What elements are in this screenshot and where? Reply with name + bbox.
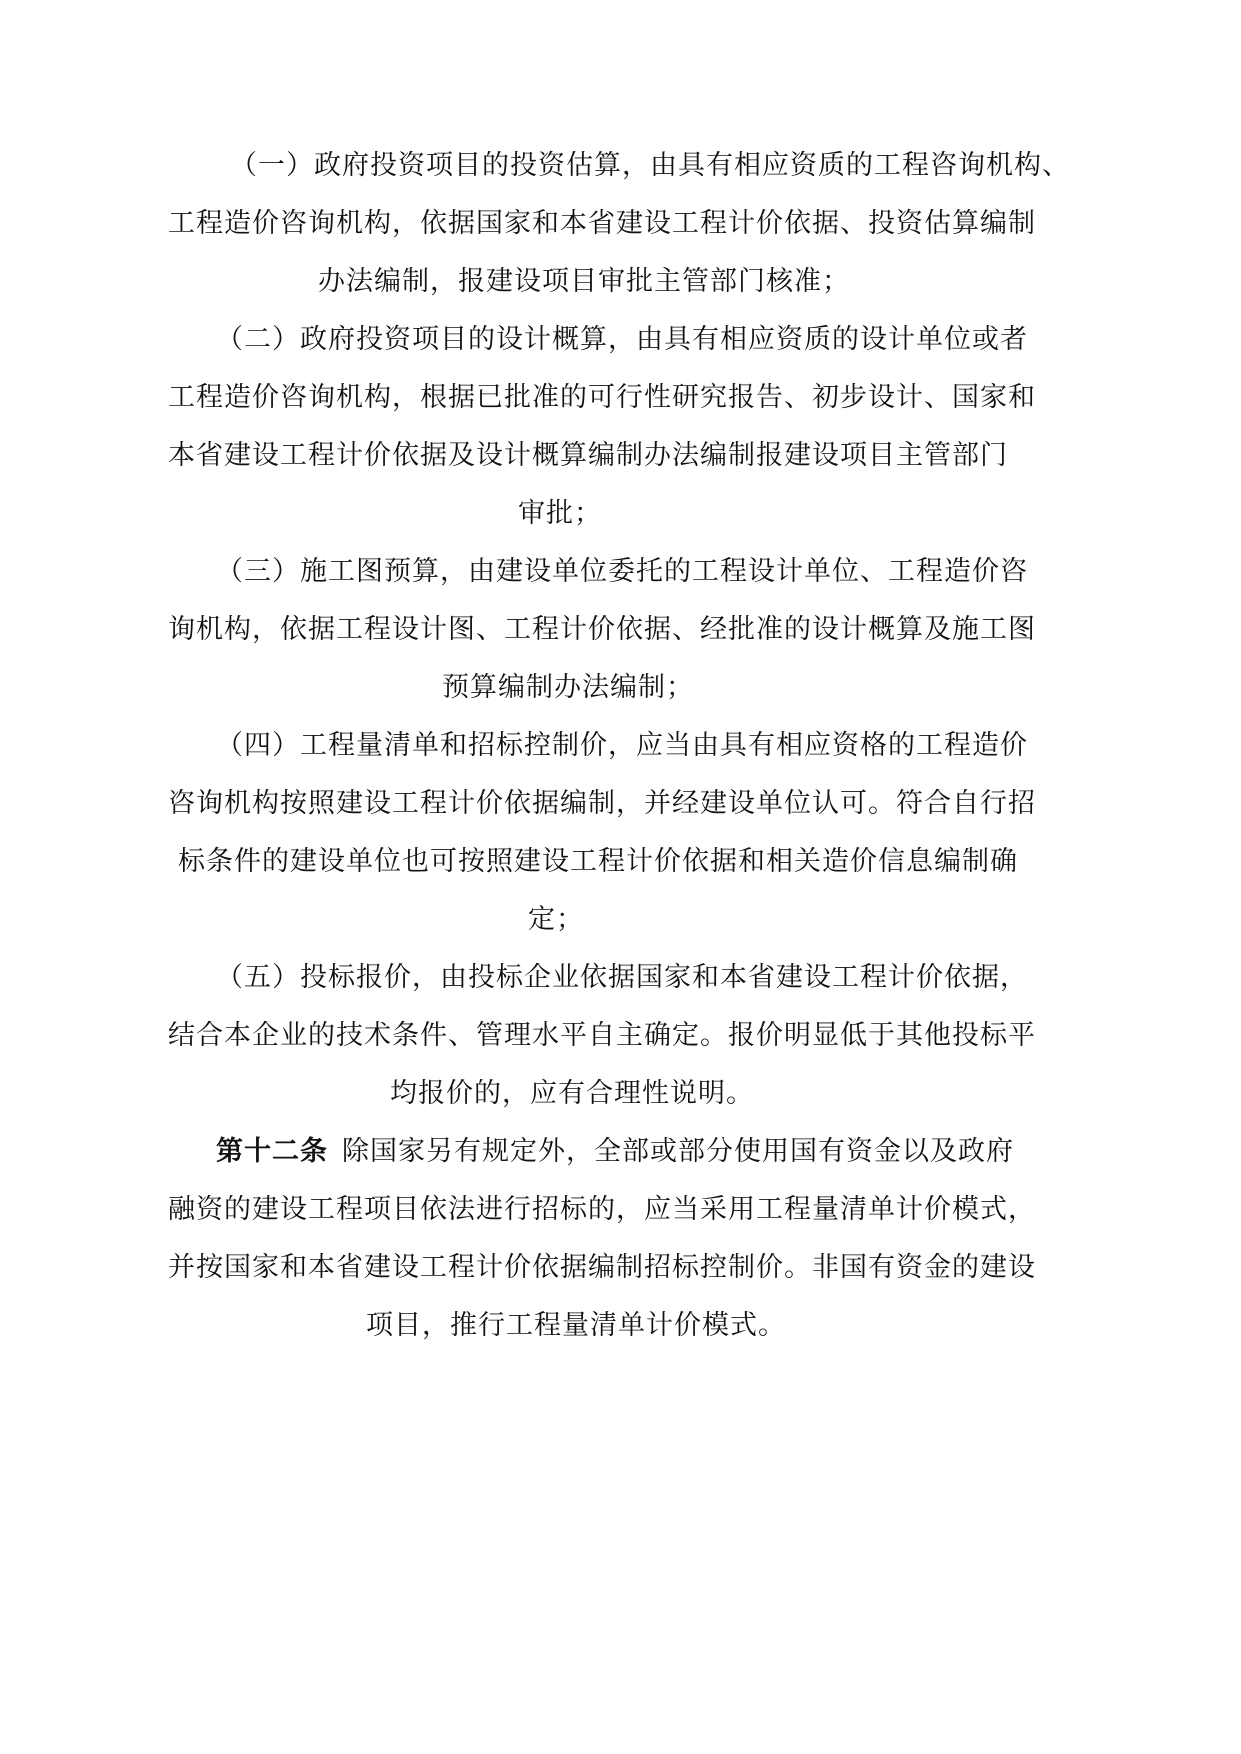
paragraph-line <box>442 670 742 706</box>
paragraph-line <box>216 960 1028 996</box>
line-text: 咨询机构按照建设工程计价依据编制，并经建设单位认可。符合自行招 <box>168 788 1036 819</box>
line-text: 结合本企业的技术条件、管理水平自主确定。报价明显低于其他投标平 <box>168 1020 1036 1051</box>
paragraph-line <box>0 148 1070 184</box>
line-text: 询机构，依据工程设计图、工程计价依据、经批准的设计概算及施工图 <box>168 614 1036 645</box>
paragraph-line <box>168 380 1036 416</box>
line-text: 预算编制办法编制； <box>442 672 694 703</box>
paragraph-line <box>216 728 1028 764</box>
line-text: （四）工程量清单和招标控制价，应当由具有相应资格的工程造价 <box>216 730 1028 761</box>
line-text: 定； <box>528 904 584 935</box>
paragraph-line <box>366 1308 786 1344</box>
line-text: 工程造价咨询机构，根据已批准的可行性研究报告、初步设计、国家和 <box>168 382 1036 413</box>
paragraph-line <box>168 206 1036 242</box>
line-text: （三）施工图预算，由建设单位委托的工程设计单位、工程造价咨 <box>216 556 1028 587</box>
paragraph-line <box>216 1134 1014 1170</box>
line-text: 办法编制，报建设项目审批主管部门核准； <box>318 266 850 297</box>
line-text: 均报价的，应有合理性说明。 <box>390 1078 754 1109</box>
paragraph-line <box>178 844 1018 880</box>
paragraph-line <box>168 438 1008 474</box>
line-text: 本省建设工程计价依据及设计概算编制办法编制报建设项目主管部门 <box>168 440 1008 471</box>
article-label: 第十二条 <box>216 1136 328 1167</box>
paragraph-line <box>168 612 1036 648</box>
line-text: （二）政府投资项目的设计概算，由具有相应资质的设计单位或者 <box>216 324 1028 355</box>
paragraph-line <box>168 1192 1036 1228</box>
line-text: 除国家另有规定外，全部或部分使用国有资金以及政府 <box>342 1136 1014 1167</box>
line-text: （五）投标报价，由投标企业依据国家和本省建设工程计价依据， <box>216 962 1028 993</box>
line-text: 并按国家和本省建设工程计价依据编制招标控制价。非国有资金的建设 <box>168 1252 1036 1283</box>
paragraph-line <box>168 786 1036 822</box>
paragraph-line <box>390 1076 790 1112</box>
line-text: 项目，推行工程量清单计价模式。 <box>366 1310 786 1341</box>
line-text: （一）政府投资项目的投资估算，由具有相应资质的工程咨询机构、 <box>230 150 1070 181</box>
paragraph-line <box>528 902 608 938</box>
paragraph-line <box>168 1018 1036 1054</box>
paragraph-line <box>216 554 1028 590</box>
paragraph-line <box>216 322 1028 358</box>
line-text: 工程造价咨询机构，依据国家和本省建设工程计价依据、投资估算编制 <box>168 208 1036 239</box>
paragraph-line <box>318 264 918 300</box>
line-text: 审批； <box>518 498 602 529</box>
paragraph-line <box>168 1250 1036 1286</box>
line-text: 融资的建设工程项目依法进行招标的，应当采用工程量清单计价模式， <box>168 1194 1036 1225</box>
paragraph-line <box>518 496 638 532</box>
line-text: 标条件的建设单位也可按照建设工程计价依据和相关造价信息编制确 <box>178 846 1018 877</box>
